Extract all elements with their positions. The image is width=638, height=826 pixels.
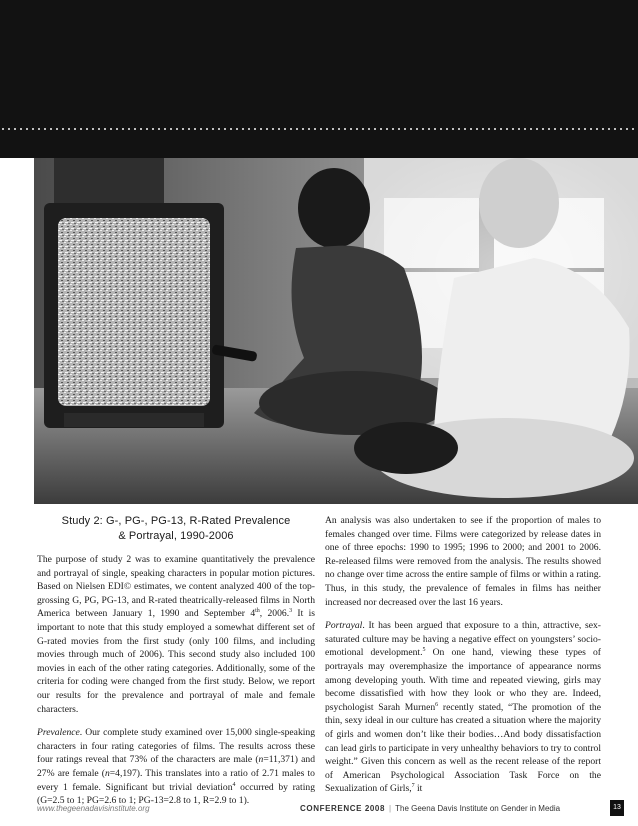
footnote-ref: 7 (411, 783, 415, 790)
text-run: =11,371) and 27% are female ( (37, 754, 316, 779)
heading-line-1: Study 2: G-, PG-, PG-13, R-Rated Prevalence (61, 515, 291, 527)
text-run: it (414, 783, 423, 795)
text-run: It is important to note that this study employed a somewhat different set of G-rated movies from the first study (only 100 films, and including movies through much of 2006). This second study also included 100 movies in each of the other rating categories. Additionally, some of the criteria for coding were changed from the first study. Below, we report our results for the prevalence and portrayal of male and female characters. (37, 608, 316, 715)
page-number: 13 (610, 800, 624, 816)
italic-n: n (258, 754, 264, 766)
text-run: . Our complete study examined over 15,000 single-speaking characters in four rating categories of films. The results across these four ratings reveal that 73% of the characters are male ( (37, 727, 315, 766)
text-run: On one hand, viewing these types of portrayals may overemphasize the importance of appearance norms among developing youth. With time and repeated viewing, girls may become dissatisfied with how they look or who they are. Indeed, psychologist Sarah Murnen (325, 647, 601, 713)
text-run: recently stated, “The promotion of the thin, sexy ideal in our culture has created a situation where the majority of girls and women don’t like their bodies…And body dissatisfaction can lead girls to participate in very unhealthy behaviors to try to control weight.” Given this concern as well as the recent release of the report of American Psychological Association Task Force on the Sexualization of Girls, (325, 701, 601, 795)
portrayal-label: Portrayal (325, 620, 363, 632)
paragraph-portrayal (325, 619, 601, 796)
page-footer (0, 800, 638, 820)
footnote-ref: 4 (232, 781, 236, 788)
left-column (37, 514, 315, 818)
website-link[interactable]: www.thegeenadavisinstitute.org (37, 804, 150, 813)
footer-separator: | (389, 804, 392, 813)
prevalence-label: Prevalence (37, 727, 80, 739)
cover-photo (34, 158, 638, 504)
italic-n: n (104, 767, 110, 779)
heading-line-2: & Portrayal, 1990-2006 (118, 529, 234, 542)
paragraph-epochs: An analysis was also undertaken to see if the proportion of males to females changed over time. Films were categorized by release dates in one of three epochs: 1990 to 1995; 1996 to 2000; and 2001 to 2006. Re-released films were removed from the analysis. The results showed no change over time across the entire sample of films or within a rating. Thus, in this study, the prevalence of females in films has neither increased nor decreased over the last 16 years. (325, 515, 602, 608)
right-column (325, 514, 601, 806)
text-run: . It has been argued that exposure to a thin, attractive, sex-saturated culture may be having a negative effect on youngsters’ socio-emotional development. (325, 620, 601, 659)
text-run: , 2006. (259, 608, 290, 620)
text-run: The purpose of study 2 was to examine quantitatively the prevalence and portrayal of single, speaking characters in popular motion pictures. Based on Nielsen EDI© estimates, we content analyzed 400 of the top-grossing G, PG, PG-13, and R-rated theatrically-released films in North America between January 1, 1990 and September 4 (37, 554, 315, 620)
superscript: th (255, 608, 260, 615)
text-run: =4,197). This translates into a ratio of 2.71 males to every 1 female. Significant but trivial deviation (37, 767, 315, 793)
conference-label: CONFERENCE 2008 (300, 804, 386, 813)
dotted-divider (0, 127, 638, 131)
paragraph-purpose (37, 553, 315, 716)
header-band (0, 0, 638, 158)
footnote-ref: 5 (422, 647, 426, 654)
section-heading (37, 514, 315, 543)
conference-credit (300, 804, 560, 813)
text-run: occurred by rating (G=2.5 to 1; PG=2.6 to 1; PG-13=2.8 to 1, R=2.9 to 1). (37, 781, 315, 807)
institute-name: The Geena Davis Institute on Gender in Media (395, 804, 561, 813)
footnote-ref: 6 (435, 701, 439, 708)
paragraph-prevalence (37, 726, 315, 808)
footnote-ref: 3 (289, 608, 293, 615)
